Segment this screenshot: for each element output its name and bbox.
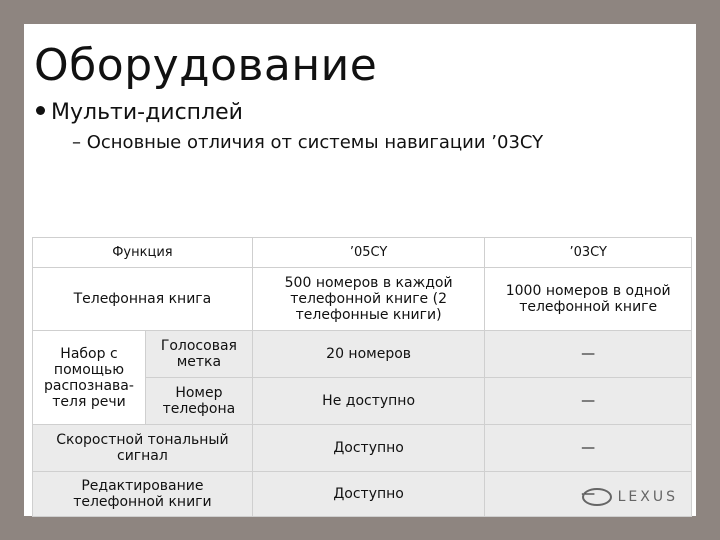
cell-phonebook-03: 1000 номеров в одной телефонной книге — [485, 268, 692, 331]
cell-voice-tag-05: 20 номеров — [252, 331, 485, 378]
cell-phonebook-label: Телефонная книга — [33, 268, 253, 331]
header-function: Функция — [33, 238, 253, 268]
cell-tone-05: Доступно — [252, 425, 485, 472]
sub-bullet-text: – Основные отличия от системы навигации ’03CY — [72, 132, 544, 153]
lexus-logo — [582, 488, 678, 506]
cell-edit-05: Доступно — [252, 472, 485, 517]
lexus-logo-text: LEXUS — [617, 489, 678, 505]
bullet-text: Мульти-дисплей — [51, 100, 243, 125]
lexus-logo-icon — [582, 488, 612, 506]
table-row — [33, 268, 692, 331]
cell-voice-tag-label: Голосовая метка — [145, 331, 252, 378]
table-header-row — [33, 238, 692, 268]
table-row — [33, 331, 692, 378]
bullet-item — [36, 100, 243, 125]
cell-phone-number-03: — — [485, 378, 692, 425]
cell-edit-03: — — [485, 472, 692, 517]
cell-tone-03: — — [485, 425, 692, 472]
header-03cy: ’03CY — [485, 238, 692, 268]
cell-phone-number-05: Не доступно — [252, 378, 485, 425]
cell-tone-label: Скоростной тональный сигнал — [33, 425, 253, 472]
cell-phone-number-label: Номер телефона — [145, 378, 252, 425]
slide-title: Оборудование — [34, 40, 378, 91]
slide — [24, 24, 696, 516]
bullet-dot-icon — [36, 106, 45, 115]
comparison-table — [32, 237, 692, 517]
table-row — [33, 425, 692, 472]
cell-dial-group: Набор с помощью распознава-теля речи — [33, 331, 146, 425]
cell-phonebook-05: 500 номеров в каждой телефонной книге (2 телефонные книги) — [252, 268, 485, 331]
cell-voice-tag-03: — — [485, 331, 692, 378]
header-05cy: ’05CY — [252, 238, 485, 268]
cell-edit-label: Редактирование телефонной книги — [33, 472, 253, 517]
